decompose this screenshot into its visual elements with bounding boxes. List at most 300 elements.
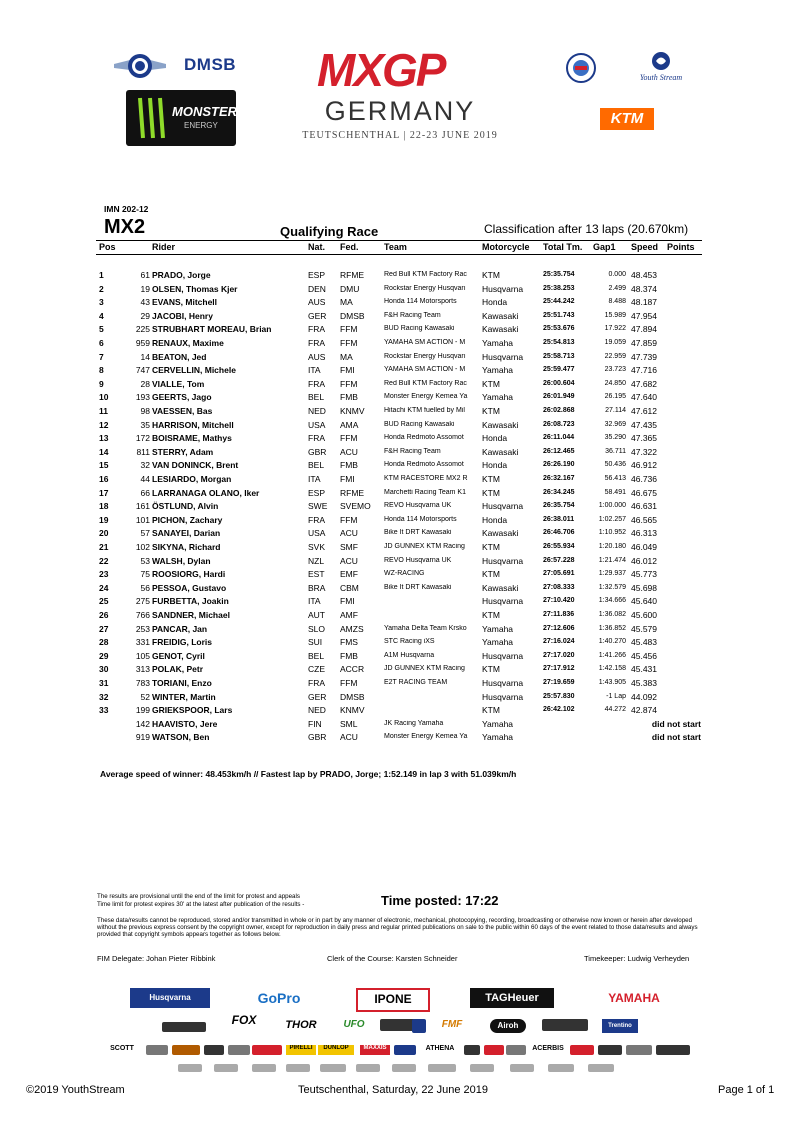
header-rule-top (96, 240, 702, 241)
cell-gap: 8.488 (608, 298, 626, 306)
cell-rider: GENOT, Cyril (152, 650, 205, 661)
cell-nat: FRA (308, 678, 325, 688)
cell-rider: VAESSEN, Bas (152, 406, 213, 416)
event-code: IMN 202-12 (104, 204, 149, 214)
cell-speed: 45.483 (631, 637, 657, 648)
sponsor-logo-mark (598, 1045, 622, 1055)
cell-team: Bike It DRT Kawasaki (384, 583, 452, 591)
cell-num: 919 (135, 732, 150, 743)
cell-team: Rockstar Energy Husqvarı (384, 352, 466, 360)
cell-num: 102 (135, 542, 150, 552)
cell-rider: STERRY, Adam (152, 446, 214, 457)
sponsor-logo-mark (320, 1064, 346, 1072)
cell-speed: 47.322 (631, 446, 657, 457)
sponsor-logo-mark (588, 1064, 614, 1072)
cell-speed: 47.739 (631, 351, 657, 362)
cell-points: did not start (651, 718, 701, 729)
table-row (0, 447, 800, 461)
cell-team: Honda 114 Motorsports (384, 515, 457, 523)
cell-nat: GER (308, 691, 327, 702)
cell-rider: LESIARDO, Morgan (152, 474, 232, 484)
cell-total: 27:11.836 (543, 611, 575, 618)
sponsor-logo-mark (394, 1045, 416, 1055)
cell-num: 75 (140, 569, 150, 580)
cell-pos: 26 (99, 610, 109, 620)
cell-gap: 58.491 (604, 488, 626, 496)
cell-nat: GBR (308, 446, 327, 457)
cell-rider: PRADO, Jorge (152, 270, 211, 280)
cell-pos: 25 (99, 596, 109, 607)
cell-speed: 45.579 (631, 623, 657, 634)
cell-nat: NED (308, 406, 326, 416)
sponsor-logo-mark (626, 1045, 652, 1055)
session-name: Qualifying Race (280, 224, 379, 239)
cell-speed: 47.365 (631, 433, 657, 444)
sponsor-logo-mark (286, 1064, 310, 1072)
cell-fed: CBM (340, 582, 359, 593)
cell-moto: Yamaha (482, 637, 514, 648)
cell-nat: ESP (308, 270, 326, 280)
cell-total: 26:32.167 (543, 475, 575, 482)
cell-nat: ITA (308, 365, 321, 376)
cell-total: 25:59.477 (543, 366, 575, 374)
sponsor-ipone: IPONE (356, 988, 430, 1012)
sponsor-gopro: GoPro (257, 990, 301, 1006)
table-row (0, 692, 800, 706)
cell-team: Honda Redmoto Assomot (384, 434, 464, 442)
sponsor-logo-mark (470, 1064, 494, 1072)
cell-fed: FMI (340, 474, 355, 484)
col-header-fed: Fed. (340, 242, 359, 252)
table-row (0, 528, 800, 542)
cell-moto: Kawasaki (482, 582, 519, 593)
sponsor-logo-mark (570, 1045, 594, 1055)
sponsor-logo-mark (228, 1045, 250, 1055)
sponsor-logo-mark (172, 1045, 200, 1055)
cell-total: 27:17.912 (543, 665, 575, 673)
cell-nat: FRA (308, 514, 325, 525)
cell-moto: KTM (482, 270, 500, 280)
cell-pos: 9 (99, 378, 104, 389)
cell-fed: FMS (340, 637, 358, 648)
cell-pos: 28 (99, 637, 109, 648)
cell-total: 26:02.868 (543, 407, 575, 414)
cell-nat: NZL (308, 555, 325, 566)
cell-moto: KTM (482, 406, 500, 416)
cell-fed: KNMV (340, 705, 365, 716)
cell-moto: Yamaha (482, 718, 514, 729)
cell-nat: USA (308, 528, 326, 539)
cell-gap: 50.436 (604, 461, 626, 469)
cell-speed: 47.682 (631, 378, 657, 389)
cell-rider: FREIDIG, Loris (152, 637, 212, 648)
sponsor-logo-mark (204, 1045, 224, 1055)
sponsor-yamaha: YAMAHA (608, 991, 660, 1005)
cell-rider: CERVELLIN, Michele (152, 365, 236, 376)
table-row (0, 583, 800, 597)
cell-nat: FRA (308, 338, 325, 348)
cell-team: Red Bull KTM Factory Rac (384, 271, 467, 278)
fim-delegate: FIM Delegate: Johan Pieter Ribbink (97, 954, 216, 963)
cell-total: 26:42.102 (543, 706, 575, 714)
cell-fed: ACU (340, 446, 358, 457)
cell-total: 27:12.606 (543, 624, 575, 632)
cell-gap: 15.989 (604, 311, 626, 319)
sponsor-acerbis: ACERBIS (532, 1045, 564, 1052)
cell-nat: USA (308, 419, 326, 430)
cell-nat: BEL (308, 650, 325, 661)
cell-gap: 27.114 (605, 407, 626, 414)
cell-rider: PESSOA, Gustavo (152, 582, 227, 593)
monster-label: MONSTER (172, 104, 236, 119)
sponsor-logo-mark (252, 1045, 282, 1055)
cell-pos: 13 (99, 433, 109, 444)
cell-num: 161 (135, 501, 150, 512)
cell-nat: SUI (308, 637, 323, 648)
cell-speed: 45.383 (631, 678, 657, 688)
cell-nat: BEL (308, 460, 325, 471)
cell-nat: SWE (308, 501, 328, 512)
col-header-motorcycle: Motorcycle (482, 242, 530, 252)
cell-rider: PANCAR, Jan (152, 623, 208, 634)
cell-nat: FRA (308, 324, 325, 335)
cell-moto: Kawasaki (482, 310, 519, 321)
cell-fed: KNMV (340, 406, 365, 416)
sponsor-logo-mark (214, 1064, 238, 1072)
cell-num: 43 (140, 297, 150, 308)
cell-total: 27:08.333 (543, 583, 575, 591)
cell-moto: Honda (482, 433, 508, 444)
sponsor-scott: SCOTT (110, 1045, 134, 1052)
col-header-total: Total Tm. (543, 242, 583, 252)
table-row (0, 610, 800, 624)
cell-moto: KTM (482, 569, 500, 580)
cell-speed: 46.631 (631, 501, 657, 512)
cell-moto: Yamaha (482, 732, 514, 743)
cell-speed: 47.859 (631, 338, 657, 348)
cell-team: Honda Redmoto Assomot (384, 461, 464, 469)
cell-moto: Honda (482, 297, 508, 308)
cell-gap: 26.195 (604, 393, 626, 401)
cell-nat: AUS (308, 297, 326, 308)
cell-nat: ITA (308, 596, 321, 607)
cell-moto: Husqvarna (482, 501, 524, 512)
provisional-line-1: The results are provisional until the end of the limit for protest and appeals (97, 893, 300, 900)
cell-fed: FFM (340, 514, 358, 525)
cell-num: 56 (140, 582, 150, 593)
cell-gap: 1:21.474 (598, 556, 626, 564)
cell-total: 26:01.949 (543, 393, 575, 401)
cell-team: REVO Husqvarna UK (384, 556, 452, 564)
cell-speed: 42.874 (631, 705, 657, 716)
sponsor-tagheuer: TAGHeuer (470, 988, 554, 1008)
cell-pos: 33 (99, 705, 109, 716)
sponsor-maxxis: MAXXIS (360, 1045, 390, 1055)
cell-team: JK Racing Yamaha (384, 719, 444, 727)
table-row (0, 732, 800, 746)
cell-gap: 1:40.270 (598, 638, 626, 646)
cell-gap: 1:00.000 (598, 502, 626, 510)
cell-pos: 14 (99, 446, 109, 457)
cell-num: 142 (135, 718, 150, 729)
cell-team: Bike It DRT Kawasaki (384, 529, 452, 537)
cell-nat: AUS (308, 351, 326, 362)
table-row (0, 556, 800, 570)
cell-num: 275 (135, 596, 150, 607)
mxgp-wordmark: MXGP (317, 44, 445, 94)
cell-moto: Yamaha (482, 338, 514, 348)
cell-points: did not start (651, 732, 701, 743)
cell-team: A1M Husqvarna (384, 651, 435, 659)
cell-fed: SMF (340, 542, 358, 552)
cell-total: 27:19.659 (543, 679, 575, 686)
cell-total: 26:00.604 (543, 379, 575, 387)
cell-nat: CZE (308, 664, 325, 675)
cell-moto: Yamaha (482, 392, 514, 403)
table-row (0, 569, 800, 583)
cell-team: BUD Racing Kawasaki (384, 420, 455, 428)
cell-nat: EST (308, 569, 325, 580)
col-header-points: Points (667, 242, 695, 252)
cell-fed: DMSB (340, 691, 365, 702)
cell-fed: MA (340, 351, 353, 362)
cell-num: 29 (140, 310, 150, 321)
table-row (0, 719, 800, 733)
cell-speed: 47.435 (631, 419, 657, 430)
cell-total: 26:08.723 (543, 420, 575, 428)
cell-speed: 45.698 (631, 582, 657, 593)
footer-copyright: ©2019 YouthStream (26, 1084, 125, 1096)
table-row (0, 270, 800, 284)
cell-gap: 36.711 (605, 447, 626, 455)
cell-pos: 8 (99, 365, 104, 376)
timekeeper: Timekeeper: Ludwig Verheyden (584, 954, 690, 963)
cell-gap: 1:20.180 (598, 543, 626, 550)
cell-speed: 48.187 (631, 297, 657, 308)
table-row (0, 488, 800, 502)
cell-fed: FMB (340, 460, 358, 471)
col-header-rider: Rider (152, 242, 176, 252)
energy-label: ENERGY (184, 121, 218, 130)
sponsor-logo-mark (484, 1045, 504, 1055)
cell-pos: 3 (99, 297, 104, 308)
cell-moto: KTM (482, 610, 500, 620)
cell-nat: FIN (308, 718, 322, 729)
cell-total: 25:54.813 (543, 339, 575, 346)
footer-page-number: Page 1 of 1 (718, 1084, 775, 1096)
provisional-line-2: Time limit for protest expires 30' at the latest after publication of the results - (97, 900, 305, 908)
cell-moto: Honda (482, 514, 508, 525)
cell-gap: 1:10.952 (598, 529, 626, 537)
cell-team: JD GUNNEX KTM Racing (384, 665, 465, 673)
cell-pos: 1 (99, 270, 104, 280)
col-header-pos: Pos (99, 242, 116, 252)
round-sponsor-logo (565, 52, 597, 84)
cell-num: 313 (135, 664, 150, 675)
cell-gap: 22.959 (604, 352, 626, 360)
cell-team: F&H Racing Team (384, 311, 441, 319)
cell-pos: 18 (99, 501, 109, 512)
cell-speed: 47.894 (631, 324, 657, 335)
cell-gap: 32.969 (604, 420, 626, 428)
cell-rider: VIALLE, Tom (152, 378, 205, 389)
sponsor-airoh: Airoh (490, 1019, 526, 1033)
cell-rider: VAN DONINCK, Brent (152, 460, 239, 471)
cell-moto: Honda (482, 460, 508, 471)
race-summary: Average speed of winner: 48.453km/h // Fastest lap by PRADO, Jorge; 1:52.149 in lap 3 with 51.039km/h (100, 769, 517, 779)
cell-rider: POLAK, Petr (152, 664, 204, 675)
cell-gap: 44.272 (604, 706, 626, 714)
cell-rider: RENAUX, Maxime (152, 338, 224, 348)
table-row (0, 284, 800, 298)
table-row (0, 474, 800, 488)
cell-speed: 48.453 (631, 270, 657, 280)
cell-speed: 46.313 (631, 528, 657, 539)
cell-fed: AMA (340, 419, 359, 430)
cell-fed: RFME (340, 487, 365, 498)
table-row (0, 311, 800, 325)
cell-team: Yamaha Delta Team Krsko (384, 624, 467, 632)
table-row (0, 651, 800, 665)
col-header-team: Team (384, 242, 407, 252)
sponsor-logo-mark (356, 1064, 380, 1072)
sponsor-logo-mark (542, 1019, 588, 1031)
cell-rider: ÖSTLUND, Alvin (152, 501, 219, 512)
cell-team: Hitachi KTM fuelled by Mil (384, 407, 465, 414)
cell-num: 193 (135, 392, 150, 403)
cell-pos: 31 (99, 678, 109, 688)
cell-total: 26:11.044 (543, 434, 575, 442)
sponsor-trentino: Trentino (602, 1019, 638, 1033)
cell-moto: KTM (482, 487, 500, 498)
cell-moto: KTM (482, 542, 500, 552)
cell-speed: 46.736 (631, 474, 657, 484)
cell-rider: GRIEKSPOOR, Lars (152, 705, 233, 716)
sponsor-logo-mark (656, 1045, 690, 1055)
cell-rider: PICHON, Zachary (152, 514, 223, 525)
cell-moto: Yamaha (482, 365, 514, 376)
cell-total: 27:05.691 (543, 570, 575, 578)
cell-moto: Kawasaki (482, 324, 519, 335)
cell-team: Rockstar Energy Husqvarı (384, 284, 466, 292)
cell-pos: 22 (99, 555, 109, 566)
cell-gap: 56.413 (604, 475, 626, 482)
time-posted: Time posted: 17:22 (381, 893, 499, 908)
footer-location-date: Teutschenthal, Saturday, 22 June 2019 (298, 1084, 488, 1096)
cell-rider: SIKYNA, Richard (152, 542, 221, 552)
cell-fed: ACU (340, 555, 358, 566)
cell-speed: 45.773 (631, 569, 657, 580)
cell-team: Honda 114 Motorsports (384, 298, 457, 306)
cell-num: 32 (140, 460, 150, 471)
cell-total: 26:34.245 (543, 488, 575, 496)
cell-rider: WINTER, Martin (152, 691, 216, 702)
classification-info: Classification after 13 laps (20.670km) (484, 222, 689, 236)
clerk-of-course: Clerk of the Course: Karsten Schneider (327, 954, 458, 963)
cell-pos: 6 (99, 338, 104, 348)
cell-fed: FMI (340, 365, 355, 376)
cell-gap: 1:42.158 (598, 665, 626, 673)
cell-gap: 1:29.937 (598, 570, 626, 578)
cell-moto: Husqvarna (482, 283, 524, 294)
cell-total: 26:35.754 (543, 502, 575, 510)
cell-num: 57 (140, 528, 150, 539)
cell-moto: Kawasaki (482, 419, 519, 430)
col-header-nat: Nat. (308, 242, 326, 252)
col-header-gap: Gap1 (593, 242, 616, 252)
cell-fed: DMU (340, 283, 360, 294)
sponsor-ufo: UFO (343, 1019, 365, 1030)
cell-nat: ESP (308, 487, 326, 498)
cell-moto: Husqvarna (482, 691, 524, 702)
cell-fed: FMB (340, 392, 358, 403)
table-row (0, 637, 800, 651)
cell-rider: SANDNER, Michael (152, 610, 230, 620)
cell-num: 253 (135, 623, 150, 634)
cell-fed: EMF (340, 569, 358, 580)
cell-rider: WATSON, Ben (152, 732, 210, 743)
cell-rider: HAAVISTO, Jere (152, 718, 218, 729)
cell-gap: 1:02.257 (598, 515, 626, 523)
cell-team: YAMAHA SM ACTION - M (384, 339, 466, 346)
cell-fed: RFME (340, 270, 365, 280)
cell-team: Monster Energy Kemea Ya (384, 733, 468, 741)
cell-speed: 46.565 (631, 514, 657, 525)
cell-pos: 21 (99, 542, 109, 552)
cell-pos: 7 (99, 351, 104, 362)
cell-nat: AUT (308, 610, 325, 620)
cell-nat: SLO (308, 623, 326, 634)
cell-team: E2T RACING TEAM (384, 679, 448, 686)
cell-moto: KTM (482, 664, 500, 675)
cell-rider: GEERTS, Jago (152, 392, 212, 403)
cell-pos: 27 (99, 623, 109, 634)
sponsor-fmf: FMF (441, 1019, 463, 1030)
table-row (0, 420, 800, 434)
cell-gap: 1:34.666 (598, 597, 626, 605)
cell-nat: ITA (308, 474, 321, 484)
cell-fed: FFM (340, 378, 358, 389)
cell-gap: -1 Lap (606, 692, 626, 700)
sponsor-logo-mark (412, 1019, 426, 1033)
cell-gap: 2.499 (608, 284, 626, 292)
cell-gap: 17.922 (604, 325, 626, 333)
cell-pos: 24 (99, 582, 109, 593)
cell-gap: 1:41.266 (598, 651, 626, 659)
cell-pos: 23 (99, 569, 109, 580)
cell-total: 25:38.253 (543, 284, 575, 292)
cell-fed: AMZS (340, 623, 364, 634)
cell-gap: 35.290 (604, 434, 626, 442)
cell-total: 26:57.228 (543, 556, 575, 564)
cell-speed: 47.954 (631, 310, 657, 321)
table-row (0, 515, 800, 529)
cell-moto: Husqvarna (482, 678, 524, 688)
table-row (0, 596, 800, 610)
cell-total: 25:44.242 (543, 298, 575, 306)
cell-num: 35 (140, 419, 150, 430)
cell-team: WZ-RACING (384, 570, 425, 578)
col-header-speed: Speed (631, 242, 659, 252)
table-row (0, 460, 800, 474)
cell-rider: FURBETTA, Joakin (152, 596, 229, 607)
cell-team: JD GUNNEX KTM Racing (384, 543, 465, 550)
cell-num: 105 (135, 650, 150, 661)
cell-nat: BEL (308, 392, 325, 403)
cell-fed: AMF (340, 610, 358, 620)
cell-team: BUD Racing Kawasaki (384, 325, 455, 333)
cell-speed: 47.716 (631, 365, 657, 376)
